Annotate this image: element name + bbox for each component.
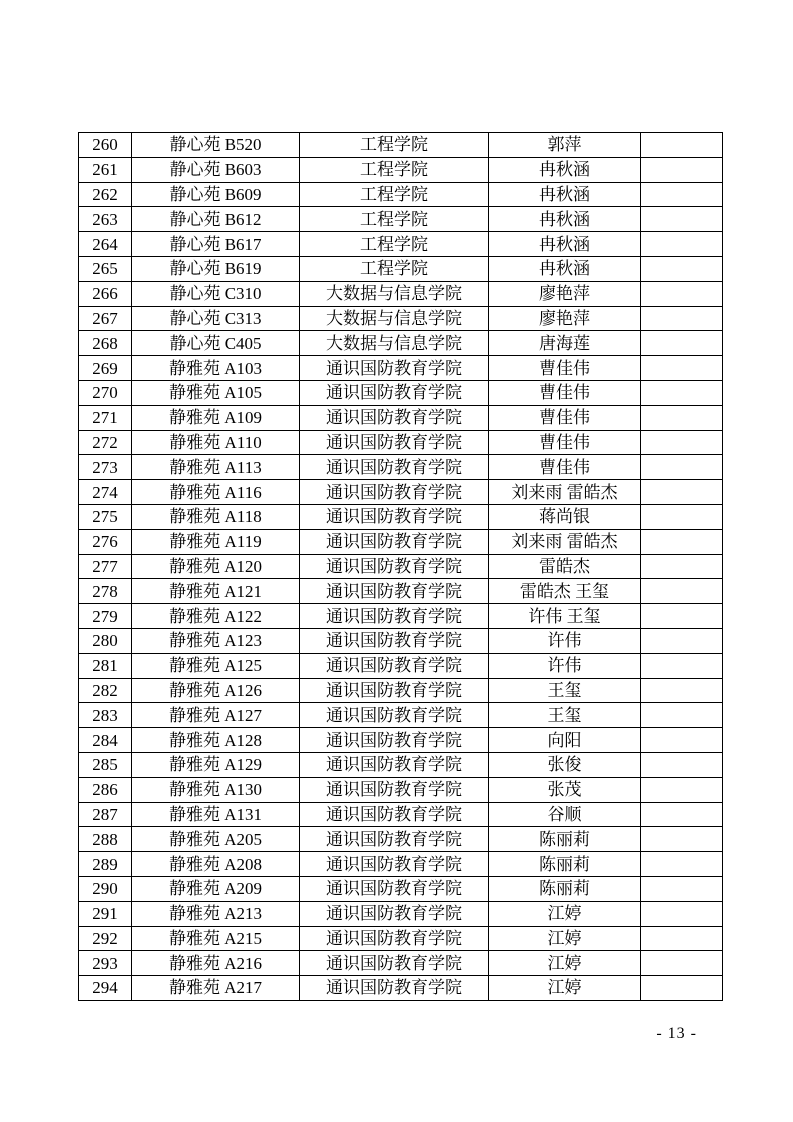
table-row [79,405,723,430]
table-row [79,232,723,257]
college-cell: 通识国防教育学院 [300,951,489,976]
table-row [79,703,723,728]
row-number-cell: 260 [79,133,132,158]
room-cell: 静雅苑 A125 [132,653,300,678]
room-cell: 静雅苑 A128 [132,728,300,753]
college-cell: 通识国防教育学院 [300,777,489,802]
counselor-cell: 许伟 王玺 [489,604,641,629]
college-cell: 通识国防教育学院 [300,455,489,480]
table-row [79,504,723,529]
room-cell: 静雅苑 A130 [132,777,300,802]
remark-cell [641,852,723,877]
counselor-cell: 曹佳伟 [489,356,641,381]
row-number-cell: 265 [79,256,132,281]
college-cell: 通识国防教育学院 [300,678,489,703]
college-cell: 通识国防教育学院 [300,380,489,405]
college-cell: 通识国防教育学院 [300,653,489,678]
table-row [79,604,723,629]
room-cell: 静雅苑 A208 [132,852,300,877]
remark-cell [641,876,723,901]
counselor-cell: 陈丽莉 [489,876,641,901]
remark-cell [641,380,723,405]
row-number-cell: 263 [79,207,132,232]
page-number: - 13 - [656,1025,697,1042]
college-cell: 工程学院 [300,157,489,182]
table-row [79,430,723,455]
remark-cell [641,951,723,976]
college-cell: 通识国防教育学院 [300,430,489,455]
table-row [79,133,723,158]
room-cell: 静心苑 C405 [132,331,300,356]
remark-cell [641,356,723,381]
table-row [79,901,723,926]
table-row [79,256,723,281]
college-cell: 工程学院 [300,133,489,158]
counselor-cell: 许伟 [489,653,641,678]
room-cell: 静心苑 B617 [132,232,300,257]
counselor-cell: 曹佳伟 [489,430,641,455]
counselor-cell: 曹佳伟 [489,380,641,405]
college-cell: 大数据与信息学院 [300,306,489,331]
college-cell: 通识国防教育学院 [300,827,489,852]
room-cell: 静雅苑 A122 [132,604,300,629]
counselor-cell: 许伟 [489,628,641,653]
remark-cell [641,504,723,529]
remark-cell [641,777,723,802]
remark-cell [641,480,723,505]
row-number-cell: 266 [79,281,132,306]
college-cell: 通识国防教育学院 [300,703,489,728]
row-number-cell: 292 [79,926,132,951]
college-cell: 工程学院 [300,182,489,207]
room-cell: 静雅苑 A126 [132,678,300,703]
counselor-cell: 冉秋涵 [489,207,641,232]
row-number-cell: 283 [79,703,132,728]
remark-cell [641,182,723,207]
remark-cell [641,604,723,629]
table-row [79,926,723,951]
college-cell: 通识国防教育学院 [300,752,489,777]
room-cell: 静雅苑 A209 [132,876,300,901]
row-number-cell: 285 [79,752,132,777]
room-cell: 静雅苑 A120 [132,554,300,579]
counselor-cell: 刘来雨 雷皓杰 [489,529,641,554]
row-number-cell: 289 [79,852,132,877]
counselor-cell: 唐海莲 [489,331,641,356]
remark-cell [641,256,723,281]
room-cell: 静心苑 C310 [132,281,300,306]
row-number-cell: 270 [79,380,132,405]
table-row [79,480,723,505]
room-cell: 静心苑 B609 [132,182,300,207]
college-cell: 工程学院 [300,207,489,232]
college-cell: 通识国防教育学院 [300,876,489,901]
counselor-cell: 廖艳萍 [489,306,641,331]
counselor-cell: 冉秋涵 [489,157,641,182]
college-cell: 通识国防教育学院 [300,579,489,604]
remark-cell [641,976,723,1001]
room-cell: 静雅苑 A216 [132,951,300,976]
remark-cell [641,653,723,678]
college-cell: 大数据与信息学院 [300,331,489,356]
college-cell: 工程学院 [300,232,489,257]
counselor-cell: 王玺 [489,703,641,728]
table-row [79,182,723,207]
counselor-cell: 郭萍 [489,133,641,158]
college-cell: 通识国防教育学院 [300,405,489,430]
remark-cell [641,133,723,158]
remark-cell [641,728,723,753]
remark-cell [641,802,723,827]
remark-cell [641,306,723,331]
room-cell: 静雅苑 A109 [132,405,300,430]
room-cell: 静雅苑 A103 [132,356,300,381]
counselor-cell: 蒋尚银 [489,504,641,529]
table-row [79,752,723,777]
row-number-cell: 272 [79,430,132,455]
room-cell: 静雅苑 A116 [132,480,300,505]
remark-cell [641,628,723,653]
counselor-cell: 张茂 [489,777,641,802]
table-row [79,207,723,232]
remark-cell [641,232,723,257]
counselor-cell: 陈丽莉 [489,852,641,877]
college-cell: 工程学院 [300,256,489,281]
room-cell: 静雅苑 A118 [132,504,300,529]
room-cell: 静雅苑 A215 [132,926,300,951]
counselor-cell: 雷皓杰 王玺 [489,579,641,604]
table-row [79,356,723,381]
dormitory-table [78,132,723,1001]
room-cell: 静雅苑 A217 [132,976,300,1001]
row-number-cell: 279 [79,604,132,629]
counselor-cell: 曹佳伟 [489,405,641,430]
room-cell: 静雅苑 A121 [132,579,300,604]
remark-cell [641,331,723,356]
room-cell: 静心苑 B612 [132,207,300,232]
row-number-cell: 268 [79,331,132,356]
remark-cell [641,554,723,579]
row-number-cell: 262 [79,182,132,207]
room-cell: 静心苑 B603 [132,157,300,182]
college-cell: 通识国防教育学院 [300,604,489,629]
college-cell: 通识国防教育学院 [300,480,489,505]
table-row [79,281,723,306]
row-number-cell: 291 [79,901,132,926]
college-cell: 通识国防教育学院 [300,356,489,381]
room-cell: 静心苑 C313 [132,306,300,331]
row-number-cell: 277 [79,554,132,579]
table-row [79,653,723,678]
college-cell: 通识国防教育学院 [300,529,489,554]
remark-cell [641,207,723,232]
remark-cell [641,455,723,480]
row-number-cell: 274 [79,480,132,505]
room-cell: 静雅苑 A205 [132,827,300,852]
college-cell: 通识国防教育学院 [300,976,489,1001]
counselor-cell: 刘来雨 雷皓杰 [489,480,641,505]
table-row [79,306,723,331]
row-number-cell: 284 [79,728,132,753]
table-row [79,827,723,852]
table-row [79,777,723,802]
room-cell: 静雅苑 A105 [132,380,300,405]
table-row [79,802,723,827]
table-row [79,976,723,1001]
row-number-cell: 287 [79,802,132,827]
room-cell: 静雅苑 A110 [132,430,300,455]
row-number-cell: 278 [79,579,132,604]
row-number-cell: 275 [79,504,132,529]
row-number-cell: 294 [79,976,132,1001]
college-cell: 通识国防教育学院 [300,504,489,529]
remark-cell [641,430,723,455]
counselor-cell: 冉秋涵 [489,182,641,207]
table-row [79,728,723,753]
remark-cell [641,827,723,852]
remark-cell [641,157,723,182]
row-number-cell: 290 [79,876,132,901]
room-cell: 静心苑 B619 [132,256,300,281]
remark-cell [641,678,723,703]
remark-cell [641,579,723,604]
counselor-cell: 江婷 [489,901,641,926]
row-number-cell: 281 [79,653,132,678]
table-row [79,380,723,405]
table-row [79,678,723,703]
table-row [79,951,723,976]
remark-cell [641,529,723,554]
counselor-cell: 向阳 [489,728,641,753]
room-cell: 静雅苑 A213 [132,901,300,926]
table-row [79,579,723,604]
row-number-cell: 273 [79,455,132,480]
table-row [79,455,723,480]
counselor-cell: 雷皓杰 [489,554,641,579]
table-row [79,157,723,182]
table-row [79,628,723,653]
counselor-cell: 江婷 [489,926,641,951]
row-number-cell: 288 [79,827,132,852]
table-row [79,852,723,877]
room-cell: 静雅苑 A113 [132,455,300,480]
table-row [79,876,723,901]
row-number-cell: 269 [79,356,132,381]
table-row [79,529,723,554]
remark-cell [641,752,723,777]
remark-cell [641,405,723,430]
room-cell: 静雅苑 A129 [132,752,300,777]
college-cell: 通识国防教育学院 [300,554,489,579]
room-cell: 静雅苑 A123 [132,628,300,653]
college-cell: 通识国防教育学院 [300,926,489,951]
table-row [79,331,723,356]
room-cell: 静雅苑 A119 [132,529,300,554]
counselor-cell: 江婷 [489,951,641,976]
table-body [79,133,723,1001]
college-cell: 通识国防教育学院 [300,628,489,653]
table-row [79,554,723,579]
row-number-cell: 261 [79,157,132,182]
row-number-cell: 276 [79,529,132,554]
row-number-cell: 264 [79,232,132,257]
row-number-cell: 282 [79,678,132,703]
row-number-cell: 267 [79,306,132,331]
remark-cell [641,281,723,306]
counselor-cell: 江婷 [489,976,641,1001]
college-cell: 通识国防教育学院 [300,901,489,926]
row-number-cell: 271 [79,405,132,430]
college-cell: 大数据与信息学院 [300,281,489,306]
college-cell: 通识国防教育学院 [300,802,489,827]
counselor-cell: 廖艳萍 [489,281,641,306]
counselor-cell: 冉秋涵 [489,232,641,257]
row-number-cell: 286 [79,777,132,802]
counselor-cell: 冉秋涵 [489,256,641,281]
counselor-cell: 张俊 [489,752,641,777]
college-cell: 通识国防教育学院 [300,852,489,877]
room-cell: 静心苑 B520 [132,133,300,158]
row-number-cell: 293 [79,951,132,976]
counselor-cell: 陈丽莉 [489,827,641,852]
room-cell: 静雅苑 A131 [132,802,300,827]
remark-cell [641,926,723,951]
row-number-cell: 280 [79,628,132,653]
remark-cell [641,901,723,926]
counselor-cell: 曹佳伟 [489,455,641,480]
counselor-cell: 谷顺 [489,802,641,827]
room-cell: 静雅苑 A127 [132,703,300,728]
counselor-cell: 王玺 [489,678,641,703]
remark-cell [641,703,723,728]
college-cell: 通识国防教育学院 [300,728,489,753]
